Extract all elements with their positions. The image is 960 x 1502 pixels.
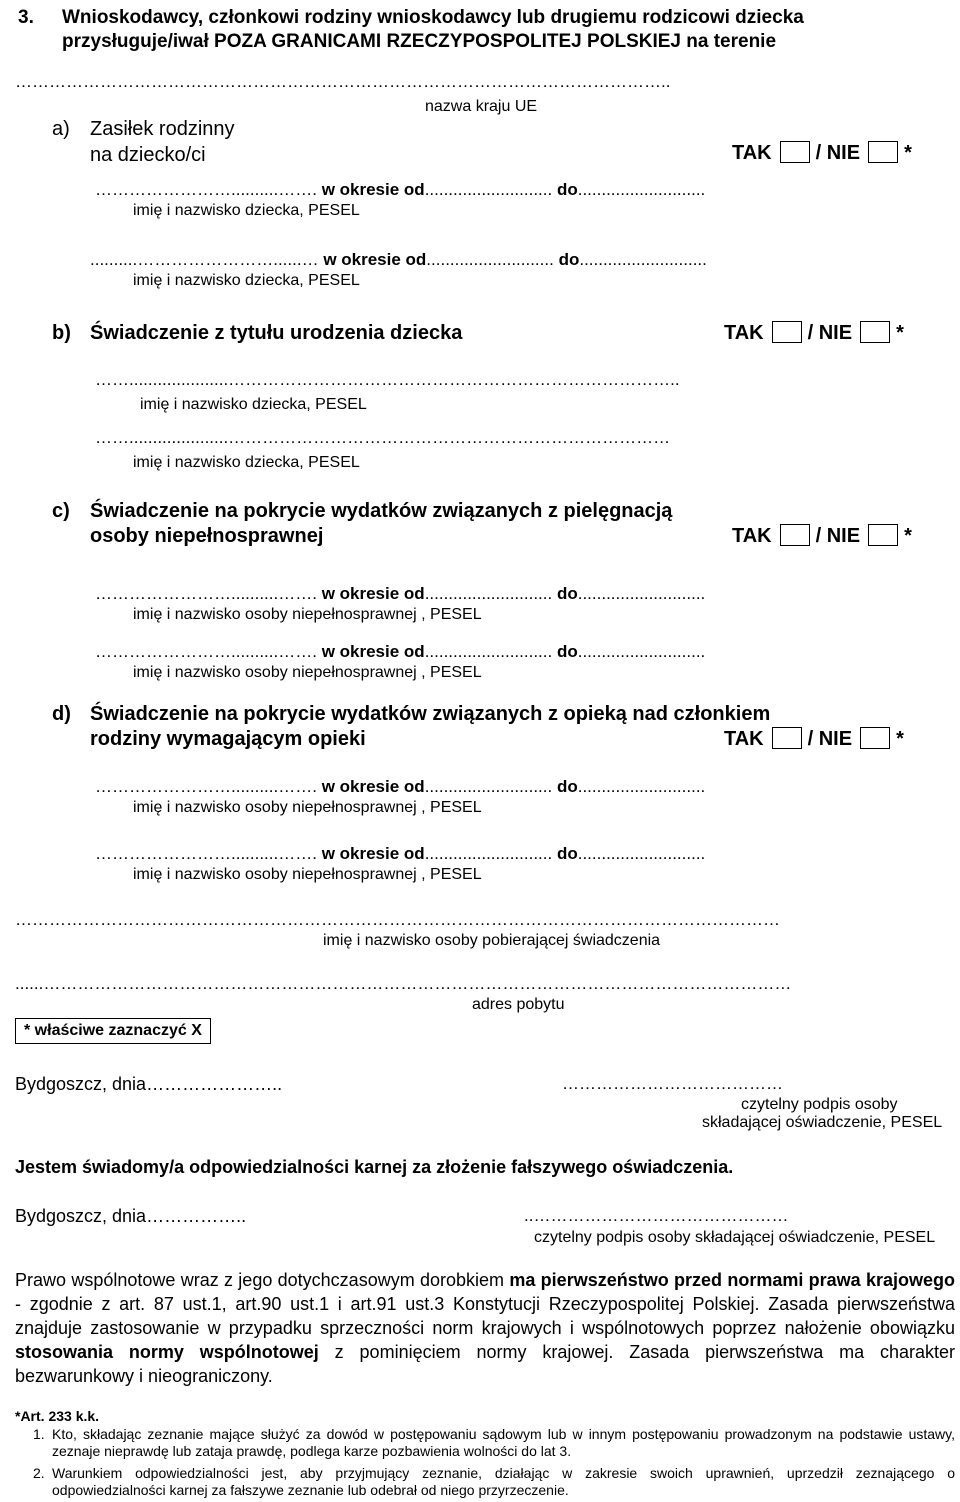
a-row2-to-field[interactable]: ........................... (579, 250, 707, 269)
law-text-5: z pominięciem normy krajowej. Zasada pierwszeństwa ma charakter bezwarunkowy i nieograniczony. (15, 1342, 955, 1386)
c-title-line2: osoby niepełnosprawnej (90, 525, 324, 547)
c-tak-checkbox[interactable] (780, 524, 810, 546)
a-row1-period-label: w okresie od (321, 180, 425, 199)
a-row1-to-field[interactable]: ........................... (577, 180, 706, 199)
b-nie-checkbox[interactable] (860, 321, 890, 343)
d-nie-label: / NIE (807, 728, 853, 750)
sign1-caption2: składającej oświadczenie, PESEL (702, 1114, 943, 1131)
c-label: c) (52, 500, 70, 522)
d-row2-period-label: w okresie od (321, 844, 425, 863)
b-star: * (896, 322, 904, 344)
a-row1-from-field[interactable]: ........................... (424, 180, 553, 199)
d-row1-do-label: do (556, 777, 578, 796)
a-nie-checkbox[interactable] (868, 141, 898, 163)
sign1-signature-field[interactable]: ………………………………… (562, 1074, 783, 1093)
country-field[interactable]: …………………………………………………………………………………………………….. (15, 72, 671, 91)
sign1-place-date[interactable]: Bydgoszcz, dnia………………….. (15, 1074, 283, 1094)
d-row1-caption: imię i nazwisko osoby niepełnosprawnej , PESEL (133, 799, 482, 816)
c-row2-from-field[interactable]: ........................... (424, 642, 553, 661)
law-text-1: Prawo wspólnotowe wraz z jego dotychczasowym dorobkiem (15, 1270, 510, 1290)
c-row1-do-label: do (556, 584, 578, 603)
c-row2-name-field[interactable]: ……………………..........……. (95, 642, 317, 661)
b-row1-name-field[interactable]: …….....................…………………………………………………………………….. (95, 370, 680, 389)
c-row1-to-field[interactable]: ........................... (577, 584, 706, 603)
c-tak-label: TAK (732, 525, 772, 547)
d-row1-from-field[interactable]: ........................... (424, 777, 553, 796)
a-title-line1: Zasiłek rodzinny (90, 118, 235, 140)
statement: Jestem świadomy/a odpowiedzialności karnej za złożenie fałszywego oświadczenia. (15, 1157, 734, 1177)
b-tak-label: TAK (724, 322, 764, 344)
a-tak-label: TAK (732, 142, 772, 164)
law-text-3: - zgodnie z art. 87 ust.1, art.90 ust.1 i art.91 ust.3 Konstytucji Rzeczypospolitej Polskiej. Zasada pierwszeństwa znajduje zastosowanie w przypadku sprzeczności norm krajowych i wspólnotowych poprzez nałożenie obowiązku (15, 1294, 955, 1338)
c-row2-do-label: do (556, 642, 578, 661)
c-row2-to-field[interactable]: ........................... (577, 642, 706, 661)
law-text-4: stosowania normy wspólnotowej (15, 1342, 319, 1362)
a-row2-name-field[interactable]: ..........……………………......… (90, 250, 319, 269)
a-row2-do-label: do (558, 250, 580, 269)
d-label: d) (52, 703, 71, 725)
sign2-place-date[interactable]: Bydgoszcz, dnia…………….. (15, 1206, 247, 1226)
a-row2 (90, 250, 707, 270)
a-row2-period-label: w okresie od (323, 250, 427, 269)
mark-instruction-box: * właściwe zaznaczyć X (15, 1018, 211, 1044)
recipient-name-field[interactable]: ……………………………………………………………………………………………………………………… (15, 910, 780, 929)
sign1-caption1: czytelny podpis osoby (741, 1096, 898, 1113)
d-row2-name-field[interactable]: ……………………..........……. (95, 844, 317, 863)
d-choice (724, 726, 904, 752)
a-title-line2: na dziecko/ci (90, 144, 206, 166)
d-row1 (95, 777, 705, 797)
section-title-line1: Wnioskodawcy, członkowi rodziny wnioskodawcy lub drugiemu rodzicowi dziecka (62, 7, 804, 28)
b-tak-checkbox[interactable] (772, 321, 802, 343)
d-nie-checkbox[interactable] (860, 727, 890, 749)
c-row2 (95, 642, 705, 662)
a-row2-from-field[interactable]: ........................... (426, 250, 554, 269)
section-title-line2: przysługuje/iwał POZA GRANICAMI RZECZYPOSPOLITEJ POLSKIEJ na terenie (62, 31, 777, 52)
d-tak-checkbox[interactable] (772, 727, 802, 749)
recipient-address-field[interactable]: ......…………………………………………………………………………………………………………………… (15, 974, 792, 993)
a-tak-checkbox[interactable] (780, 141, 810, 163)
d-row2-from-field[interactable]: ........................... (424, 844, 553, 863)
c-title-line1: Świadczenie na pokrycie wydatków związanych z pielęgnacją (90, 500, 673, 522)
b-title: Świadczenie z tytułu urodzenia dziecka (90, 322, 463, 344)
d-tak-label: TAK (724, 728, 764, 750)
a-row1-do-label: do (556, 180, 578, 199)
c-choice (732, 523, 912, 549)
c-nie-checkbox[interactable] (868, 524, 898, 546)
law-text-2: ma pierwszeństwo przed normami prawa krajowego (509, 1270, 956, 1290)
a-label: a) (52, 118, 70, 140)
b-choice (724, 320, 904, 346)
c-nie-label: / NIE (815, 525, 861, 547)
art-item-1-number: 1. (33, 1426, 45, 1442)
d-row1-period-label: w okresie od (321, 777, 425, 796)
b-nie-label: / NIE (807, 322, 853, 344)
b-row1-caption: imię i nazwisko dziecka, PESEL (140, 396, 367, 413)
a-row1 (95, 180, 705, 200)
d-row2-do-label: do (556, 844, 578, 863)
law-paragraph (15, 1268, 955, 1388)
c-row1-from-field[interactable]: ........................... (424, 584, 553, 603)
a-row1-name-field[interactable]: ……………………..........……. (95, 180, 317, 199)
c-star: * (904, 525, 912, 547)
c-row2-caption: imię i nazwisko osoby niepełnosprawnej , PESEL (133, 664, 482, 681)
art-title: *Art. 233 k.k. (15, 1408, 100, 1424)
art-item-2-number: 2. (33, 1465, 45, 1481)
b-row2-name-field[interactable]: …….....................…………………………………………………………………… (95, 428, 671, 447)
section-number: 3. (18, 7, 34, 28)
sign2-caption: czytelny podpis osoby składającej oświadczenie, PESEL (534, 1229, 936, 1246)
a-nie-label: / NIE (815, 142, 861, 164)
d-row2-to-field[interactable]: ........................... (577, 844, 706, 863)
c-row1-period-label: w okresie od (321, 584, 425, 603)
d-star: * (896, 728, 904, 750)
b-row2-caption: imię i nazwisko dziecka, PESEL (133, 454, 360, 471)
a-star: * (904, 142, 912, 164)
c-row2-period-label: w okresie od (321, 642, 425, 661)
c-row1 (95, 584, 705, 604)
c-row1-name-field[interactable]: ……………………..........……. (95, 584, 317, 603)
d-row1-to-field[interactable]: ........................... (577, 777, 706, 796)
sign2-signature-field[interactable]: ..……………………………………… (524, 1206, 789, 1225)
b-label: b) (52, 322, 71, 344)
recipient-name-caption: imię i nazwisko osoby pobierającej świadczenia (323, 932, 661, 949)
c-row1-caption: imię i nazwisko osoby niepełnosprawnej , PESEL (133, 606, 482, 623)
recipient-address-caption: adres pobytu (472, 996, 565, 1013)
d-title-line2: rodziny wymagającym opieki (90, 728, 366, 750)
a-choice (732, 140, 912, 166)
d-row2-caption: imię i nazwisko osoby niepełnosprawnej , PESEL (133, 866, 482, 883)
d-title-line1: Świadczenie na pokrycie wydatków związanych z opieką nad członkiem (90, 703, 771, 725)
country-caption: nazwa kraju UE (425, 98, 538, 115)
a-row2-caption: imię i nazwisko dziecka, PESEL (133, 272, 360, 289)
d-row1-name-field[interactable]: ……………………..........……. (95, 777, 317, 796)
art-item-1-text: Kto, składając zeznanie mające służyć za dowód w postępowaniu sądowym lub w innym postępowaniu prowadzonym na podstawie ustawy, zeznaje nieprawdę lub zataja prawdę, podlega karze pozbawienia wolności do lat 3. (52, 1426, 955, 1459)
d-row2 (95, 844, 705, 864)
art-item-2-text: Warunkiem odpowiedzialności jest, aby przyjmujący zeznanie, działając w zakresie swoich uprawnień, uprzedził zeznającego o odpowiedzialności karnej za fałszywe zeznanie lub odebrał od niego przyrzeczenie. (52, 1465, 955, 1498)
a-row1-caption: imię i nazwisko dziecka, PESEL (133, 202, 360, 219)
